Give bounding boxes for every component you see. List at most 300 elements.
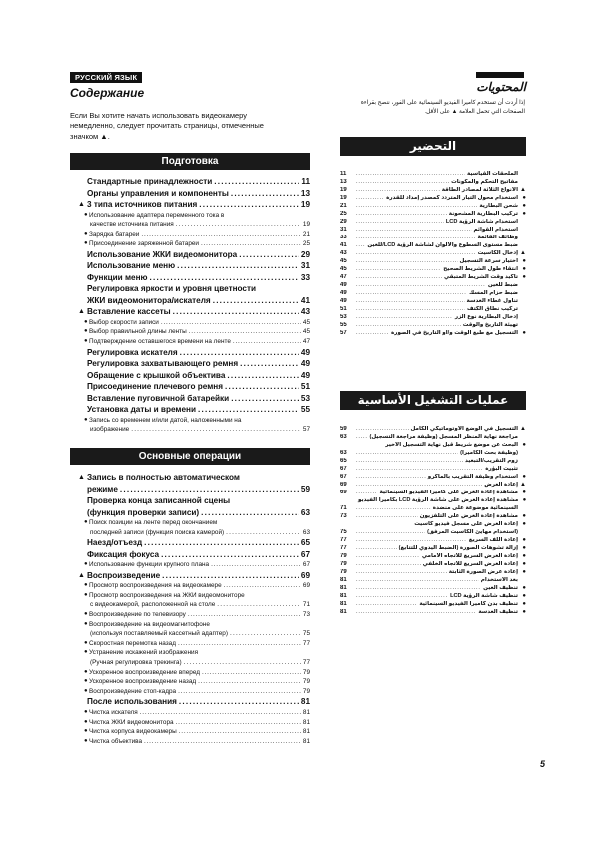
dot-leader — [178, 639, 301, 649]
toc-entry-label: تنظيف العين — [483, 584, 518, 591]
toc-entry-page: 81 — [302, 718, 310, 726]
bullet-icon: ● — [522, 545, 526, 552]
quick-start-marker-icon: ▲ — [78, 201, 85, 208]
bullet-icon: ● — [522, 537, 526, 544]
toc-entry-ar — [340, 497, 526, 505]
dot-leader — [230, 629, 301, 639]
toc-entry-label: تنظيف العدسة — [478, 608, 518, 615]
dot-leader — [173, 306, 299, 318]
dot-leader — [356, 187, 440, 195]
toc-entry-page: 69 — [340, 489, 347, 496]
toc-list-preparation-ru — [78, 176, 310, 435]
toc-entry-label: Подтверждение оставшегося времени на ленте — [89, 338, 231, 346]
toc-entry-page: 69 — [300, 570, 310, 580]
toc-entry-page: 75 — [302, 630, 310, 638]
toc-entry-label: Поиск позиции на ленте перед окончанием — [89, 519, 218, 526]
toc-entry-ar — [340, 258, 526, 266]
dot-leader — [202, 668, 301, 678]
toc-entry-label: تناول غطاء العدسة — [466, 298, 518, 304]
quick-start-marker-icon: ▲ — [78, 474, 85, 481]
dot-leader — [131, 425, 301, 435]
toc-entry-label: Зарядка батареи — [89, 230, 140, 238]
toc-entry-label: Проверка конца записанной сцены — [87, 496, 231, 505]
toc-entry — [78, 337, 310, 347]
toc-entry-label: استخدام محول التيار المتردد كمصدر إمداد للقدرة — [386, 194, 518, 201]
toc-entry-label: Ускоренное воспроизведение назад — [89, 678, 197, 686]
dot-leader — [356, 434, 367, 442]
dot-leader — [356, 179, 449, 187]
toc-entry — [78, 176, 310, 188]
toc-entry-page: 67 — [340, 465, 347, 472]
toc-entry-page: 77 — [302, 639, 310, 647]
toc-entry-label: Фиксация фокуса — [87, 549, 160, 559]
toc-entry-page: 63 — [340, 433, 347, 440]
toc-entry-page: 81 — [302, 728, 310, 736]
toc-entry-page: 53 — [340, 313, 347, 320]
toc-entry-label: качестве источника питания — [90, 221, 174, 229]
dot-leader — [356, 458, 463, 466]
toc-entry-label: Чистка объектива — [89, 737, 143, 745]
toc-entry-label: تنظيف بدن كاميرا الفيديو السينمائية — [419, 600, 518, 607]
toc-entry — [78, 629, 310, 639]
toc-entry — [78, 347, 310, 359]
dot-leader — [356, 593, 448, 601]
toc-entry — [78, 370, 310, 382]
toc-entry — [78, 283, 310, 295]
dot-leader — [150, 272, 299, 284]
toc-entry-label: 3 типа источников питания — [87, 200, 198, 209]
dot-leader — [356, 219, 444, 227]
toc-entry-ar — [340, 513, 526, 521]
dot-leader — [199, 199, 299, 211]
toc-entry-page: 67 — [302, 561, 310, 569]
toc-entry-label: تنظيف شاشة الرؤية LCD — [450, 592, 518, 599]
dot-leader — [356, 466, 483, 474]
toc-entry — [78, 472, 310, 484]
dot-leader — [227, 370, 299, 382]
toc-entry-label: استخدام وظيفة التقريب بالماكرو — [427, 473, 518, 480]
bullet-icon: ● — [84, 561, 88, 568]
toc-entry-page: 67 — [340, 473, 347, 480]
toc-entry-page: 41 — [300, 295, 310, 305]
dot-leader — [356, 545, 397, 553]
dot-leader — [356, 601, 417, 609]
toc-entry-ar — [340, 235, 526, 243]
toc-entry-label: مشاهدة إعادة العرض على شاشة الرؤية LCD بكاميرا الفيديو — [358, 497, 519, 504]
toc-entry-label: Просмотр воспроизведения на ЖКИ видеомониторе — [89, 591, 245, 599]
toc-entry-ar — [340, 282, 526, 290]
section-header-preparation-ar: التحضير — [340, 137, 526, 156]
toc-entry-page: 75 — [340, 529, 347, 536]
toc-entry — [78, 260, 310, 272]
bullet-icon: ● — [522, 568, 526, 575]
section-header-basic-ops-ru: Основные операции — [70, 448, 310, 465]
toc-entry-label: Выбор скорости записи — [89, 318, 159, 326]
toc-entry-page: 43 — [300, 307, 310, 317]
toc-entry-label: Обращение с крышкой объектива — [87, 370, 226, 380]
bullet-icon: ● — [84, 639, 88, 646]
toc-entry-page: 57 — [340, 329, 347, 336]
dot-leader — [198, 677, 301, 687]
dot-leader — [356, 266, 441, 274]
toc-entry-page: 29 — [340, 218, 347, 225]
toc-entry-label: Регулировка захватывающего ремня — [87, 359, 239, 369]
toc-entry — [78, 327, 310, 337]
toc-entry — [78, 272, 310, 284]
bullet-icon: ● — [84, 708, 88, 715]
toc-entry-page: 79 — [302, 668, 310, 676]
toc-entry-ar — [340, 585, 526, 593]
toc-entry-page: 45 — [302, 328, 310, 336]
toc-entry — [78, 507, 310, 519]
toc-entry-ar — [340, 537, 526, 545]
toc-entry-page: 67 — [300, 549, 310, 559]
toc-entry-page: 59 — [340, 426, 347, 432]
bullet-icon: ● — [84, 728, 88, 735]
dot-leader — [356, 274, 442, 282]
bullet-icon: ● — [522, 592, 526, 599]
toc-entry-page: 25 — [302, 240, 310, 248]
toc-entry-ar — [340, 298, 526, 306]
bullet-icon: ● — [84, 416, 88, 423]
dot-leader — [356, 505, 431, 513]
toc-entry-label: Выбор правильной длины ленты — [89, 328, 187, 336]
toc-entry-page: 59 — [300, 484, 310, 494]
dot-leader — [356, 258, 458, 266]
bullet-icon: ● — [522, 513, 526, 520]
toc-list-basic-ops-ar — [340, 426, 526, 617]
bullet-icon: ● — [522, 210, 526, 217]
dot-leader — [356, 290, 467, 298]
toc-entry — [78, 560, 310, 570]
toc-entry-page: 29 — [300, 249, 310, 259]
toc-entry-ar — [340, 171, 526, 179]
dot-leader — [356, 474, 426, 482]
toc-entry-page: 81 — [300, 697, 310, 707]
toc-entry — [78, 295, 310, 307]
toc-entry-label: Функции меню — [87, 272, 148, 282]
toc-entry-label: تثبيت البؤرة — [485, 465, 518, 472]
bullet-icon: ● — [522, 473, 526, 480]
toc-entry-ar — [340, 219, 526, 227]
toc-entry — [78, 658, 310, 668]
toc-entry-label: التسجيل في الوضع الأوتوماتيكي الكامل — [410, 426, 518, 432]
toc-entry — [78, 677, 310, 687]
toc-entry-label: Регулировка искателя — [87, 347, 178, 357]
dot-leader — [356, 577, 479, 585]
bullet-icon: ● — [84, 240, 88, 247]
toc-entry-page: 51 — [340, 305, 347, 312]
dot-leader — [179, 696, 299, 708]
bullet-icon: ● — [522, 584, 526, 591]
toc-list-basic-ops-ru — [78, 472, 310, 746]
toc-entry-ar — [340, 545, 526, 553]
toc-entry-ar — [340, 505, 526, 513]
toc-entry-label: تهيئة التاريخ والوقت — [462, 321, 518, 328]
dot-leader — [356, 195, 384, 203]
toc-entry — [78, 528, 310, 538]
toc-entry — [78, 239, 310, 249]
toc-entry-label: إزالة تشوهات الصورة (الضبط اليدوي للتتابع) — [398, 545, 518, 552]
toc-entry-label: (используя поставляемый кассетный адаптер) — [90, 630, 228, 638]
bullet-icon: ● — [522, 274, 526, 281]
toc-entry-ar — [340, 322, 526, 330]
toc-entry-page: 81 — [302, 737, 310, 745]
toc-entry-label: Использование ЖКИ видеомонитора — [87, 249, 238, 259]
bullet-icon: ● — [522, 194, 526, 201]
dot-leader — [356, 609, 476, 617]
toc-entry-ar — [340, 561, 526, 569]
toc-entry — [78, 188, 310, 200]
toc-entry-ar — [340, 426, 526, 434]
toc-entry-label: إدخال البطارية نوع الزر — [454, 313, 518, 320]
toc-entry-ar — [340, 195, 526, 203]
toc-entry — [78, 220, 310, 230]
toc-entry-page: 21 — [302, 230, 310, 238]
toc-entry — [78, 518, 310, 528]
toc-entry — [78, 318, 310, 328]
toc-entry-label: التسجيل مع طبع الوقت و/أو التاريخ في الصورة — [390, 329, 518, 336]
toc-entry-label: زوم التقريب/التبعيد — [465, 457, 518, 464]
bullet-icon: ● — [522, 489, 526, 496]
toc-entry-page: 47 — [340, 274, 347, 281]
toc-entry-page: 65 — [300, 538, 310, 548]
dot-leader — [356, 330, 389, 338]
quick-start-marker-icon: ▲ — [78, 571, 85, 579]
toc-entry — [78, 581, 310, 591]
toc-entry-label: استخدام شاشة الرؤية LCD — [445, 218, 518, 225]
dot-leader — [176, 718, 301, 728]
dot-leader — [356, 314, 453, 322]
dot-leader — [161, 549, 299, 561]
dot-leader — [140, 708, 301, 718]
toc-entry-page: 81 — [340, 576, 347, 583]
toc-entry-page: 73 — [302, 611, 310, 619]
bullet-icon: ● — [522, 600, 526, 607]
bullet-icon: ● — [84, 718, 88, 725]
toc-entry-label: Скоростная перемотка назад — [89, 639, 176, 647]
page-number: 5 — [540, 759, 546, 769]
bullet-icon: ● — [522, 329, 526, 336]
toc-entry-label: Воспроизведение на видеомагнитофоне — [89, 620, 210, 628]
toc-entry-ar — [340, 242, 526, 250]
toc-entry-label: Воспроизведение — [87, 570, 161, 580]
toc-entry-page: 19 — [340, 186, 347, 193]
toc-entry-page: 49 — [300, 359, 310, 369]
toc-entry-label: Чистка корпуса видеокамеры — [89, 728, 177, 736]
toc-entry-page: 79 — [302, 678, 310, 686]
toc-entry-page: 13 — [300, 188, 310, 198]
toc-entry-label: с видеокамерой, расположенной на столе — [90, 601, 216, 609]
toc-entry-label: ضبط حزام المسك — [469, 290, 518, 297]
toc-entry-page: 31 — [340, 226, 347, 233]
dot-leader — [356, 171, 465, 179]
toc-entry-page: 81 — [302, 708, 310, 716]
dot-leader — [356, 298, 465, 306]
toc-entry-label: ضبط مستوى السطوع والألوان لشاشة الرؤية LCD/للعين — [367, 242, 518, 249]
toc-entry — [78, 600, 310, 610]
bullet-icon: ● — [522, 441, 526, 448]
dot-leader — [239, 249, 299, 261]
toc-entry-page: 73 — [340, 513, 347, 520]
toc-entry-label: وظائف القائمة — [477, 234, 518, 241]
toc-entry-label: ضبط للعين — [487, 282, 518, 289]
toc-entry-page: 65 — [340, 457, 347, 464]
toc-entry-label: اختيار سرعة التسجيل — [459, 258, 518, 265]
dot-leader — [198, 404, 299, 416]
toc-entry-label: تركيب نطاق الكتف — [466, 305, 518, 312]
dot-leader — [213, 295, 299, 307]
toc-entry-label: После использования — [87, 697, 177, 707]
toc-entry-label: شحن البطارية — [479, 202, 518, 209]
toc-entry-ar — [340, 187, 526, 195]
toc-entry-page: 41 — [340, 242, 347, 249]
toc-entry — [78, 737, 310, 747]
toc-entry-page: 51 — [300, 382, 310, 392]
language-tag: РУССКИЙ ЯЗЫК — [70, 72, 142, 83]
toc-entry-label: Использование адаптера переменного тока в — [89, 211, 225, 219]
dot-leader — [225, 381, 299, 393]
dot-leader — [141, 230, 301, 240]
dot-leader — [356, 561, 421, 569]
toc-entry-label: Использование меню — [87, 261, 176, 271]
toc-entry — [78, 393, 310, 405]
dot-leader — [356, 227, 472, 235]
dot-leader — [201, 507, 299, 519]
toc-entry-label: Чистка искателя — [89, 708, 138, 716]
dot-leader — [184, 658, 301, 668]
toc-entry-ar — [340, 490, 526, 498]
toc-entry-label: السينمائية موضوعة على منضدة — [432, 505, 518, 512]
bullet-icon: ● — [522, 521, 526, 528]
toc-entry — [78, 211, 310, 221]
toc-entry-ar — [340, 330, 526, 338]
dot-leader — [176, 220, 301, 230]
toc-entry-page: 77 — [302, 659, 310, 667]
toc-entry-ar — [340, 274, 526, 282]
toc-entry — [78, 687, 310, 697]
toc-entry-page: 19 — [300, 200, 310, 209]
toc-entry-ar — [340, 250, 526, 258]
intro-text-ru: Если Вы хотите начать использовать видеокамеру немедленно, следует прочитать страницы, отмеченные значком ▲. — [70, 111, 264, 141]
toc-entry-page: 25 — [340, 210, 347, 217]
toc-entry — [78, 425, 310, 435]
quick-start-marker-icon: ▲ — [520, 481, 526, 488]
toc-entry-page: 19 — [302, 221, 310, 229]
dot-leader — [356, 513, 418, 521]
dot-leader — [356, 450, 458, 458]
toc-entry-page: 49 — [300, 347, 310, 357]
toc-entry-page: 55 — [300, 405, 310, 415]
toc-entry-page: 77 — [340, 545, 347, 552]
toc-entry-page: 81 — [340, 584, 347, 591]
bullet-icon: ● — [522, 497, 526, 504]
dot-leader — [356, 529, 425, 537]
toc-entry — [78, 249, 310, 261]
toc-entry-label: изображение — [90, 426, 130, 434]
toc-entry-label: Присоединение плечевого ремня — [87, 382, 223, 392]
toc-entry-label: Вставление пуговичной батарейки — [87, 393, 230, 403]
toc-entry-page: 47 — [302, 338, 310, 346]
dot-leader — [211, 560, 301, 570]
dot-leader — [201, 239, 301, 249]
toc-entry-label: إعادة العرض — [484, 481, 518, 488]
toc-entry — [78, 591, 310, 601]
toc-entry-label: Чистка ЖКИ видеомонитора — [89, 718, 174, 726]
toc-entry — [78, 639, 310, 649]
bullet-icon: ● — [84, 649, 88, 656]
dot-leader — [144, 737, 301, 747]
bullet-icon: ● — [84, 519, 88, 525]
toc-entry-label: تأكيد وقت الشريط المتبقي — [444, 274, 518, 281]
toc-entry-ar — [340, 601, 526, 609]
toc-entry-label: Органы управления и компоненты — [87, 188, 229, 198]
toc-entry-page: 81 — [340, 600, 347, 607]
toc-entry-label: Просмотр воспроизведения на видеокамере — [89, 582, 222, 590]
bullet-icon: ● — [84, 687, 88, 694]
toc-entry-label: تركيب البطارية المشحونة — [448, 210, 518, 217]
dot-leader — [356, 242, 365, 250]
toc-entry-page: 49 — [340, 282, 347, 289]
toc-entry-label: (функция проверки записи) — [87, 507, 200, 517]
toc-entry-page: 55 — [340, 321, 347, 328]
toc-entry-ar — [340, 314, 526, 322]
toc-entry — [78, 668, 310, 678]
toc-entry-page: 49 — [300, 370, 310, 380]
toc-entry-label: إعادة عرض الصورة الثابتة — [448, 568, 518, 575]
bullet-icon: ● — [84, 678, 88, 685]
dot-leader — [356, 585, 481, 593]
quick-start-marker-icon: ▲ — [520, 426, 526, 432]
bullet-icon: ● — [84, 338, 88, 345]
toc-entry-label: Стандартные принадлежности — [87, 177, 213, 186]
dot-leader — [189, 327, 301, 337]
toc-entry-label: Запись со временем и/или датой, наложенными на — [89, 416, 242, 424]
toc-entry-label: إعادة اللف السريع — [468, 537, 518, 544]
toc-entry-page: 71 — [302, 601, 310, 609]
toc-entry-label: مفاتيح التحكم والمكونات — [451, 178, 518, 185]
toc-entry-ar — [340, 569, 526, 577]
toc-entry-page: 43 — [340, 250, 347, 257]
toc-entry-label: Ускоренное воспроизведение вперед — [89, 668, 200, 676]
toc-entry-label: Присоединение заряженной батареи — [89, 240, 199, 248]
dot-leader — [356, 426, 409, 434]
toc-entry-ar — [340, 529, 526, 537]
dot-leader — [356, 203, 477, 211]
toc-entry-label: ЖКИ видеомонитора/искателя — [87, 295, 211, 305]
toc-entry-ar — [340, 434, 526, 442]
quick-start-marker-icon: ▲ — [520, 186, 526, 193]
toc-entry-page: 53 — [300, 393, 310, 403]
toc-entry-ar — [340, 266, 526, 274]
bullet-icon: ● — [522, 202, 526, 209]
quick-start-marker-icon: ▲ — [520, 250, 526, 257]
dot-leader — [356, 282, 486, 290]
toc-entry-ar — [340, 482, 526, 490]
intro-text-ar: إذا أردت أن تستخدم كاميرا الفيديو السينمائية على الفور، ننصح بقراءة الصفحات التي تحمل العلامة ▲ على الأقل. — [360, 100, 525, 115]
toc-entry — [78, 708, 310, 718]
bullet-icon: ● — [84, 611, 88, 618]
toc-entry-ar — [340, 179, 526, 187]
toc-entry-ar — [340, 577, 526, 585]
toc-entry-page: 11 — [301, 177, 310, 186]
toc-entry-label: إعادة العرض السريع للاتجاه الأمامي — [421, 553, 518, 559]
toc-entry-ar — [340, 306, 526, 314]
dot-leader — [226, 528, 301, 538]
toc-entry-page: 45 — [340, 266, 347, 273]
toc-entry-label: режиме — [87, 484, 118, 494]
bullet-icon: ● — [84, 328, 88, 335]
